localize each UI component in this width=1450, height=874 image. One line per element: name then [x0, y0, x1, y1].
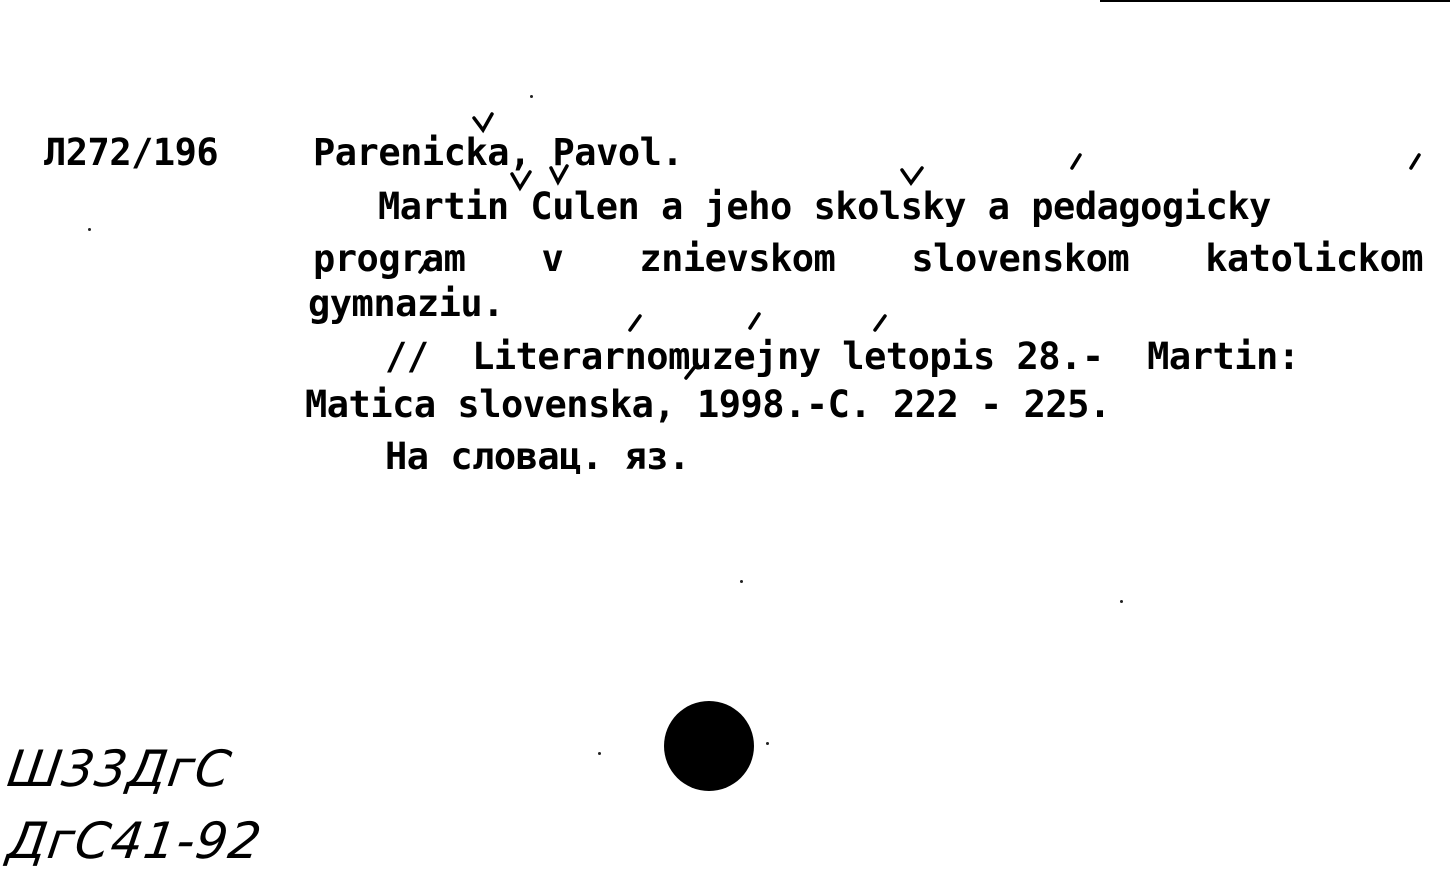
scan-speck	[740, 580, 743, 583]
scan-speck	[766, 742, 769, 745]
author-heading: Parenicka, Pavol.	[313, 131, 684, 174]
source-line-1: // Literarnomuzejny letopis 28.- Martin:	[385, 335, 1300, 378]
scan-speck	[88, 228, 91, 231]
scan-speck	[1120, 600, 1123, 603]
handwritten-shelfmark-1: Ш33ДгС	[3, 740, 236, 798]
language-note: На словац. яз.	[385, 435, 690, 478]
punch-hole	[664, 701, 754, 791]
call-number: Л272/196	[44, 131, 219, 174]
handwritten-shelfmark-2: ДгС41-92	[3, 812, 266, 870]
title-line-1: Martin Culen a jeho skolsky a pedagogicky	[378, 185, 1271, 228]
scan-speck	[530, 95, 533, 98]
title-line-2: program v znievskom slovenskom katolickom	[313, 237, 1423, 280]
title-line-3: gymnaziu.	[308, 282, 504, 325]
source-line-2: Matica slovenska, 1998.-C. 222 - 225.	[305, 383, 1111, 426]
scan-speck	[598, 752, 601, 755]
